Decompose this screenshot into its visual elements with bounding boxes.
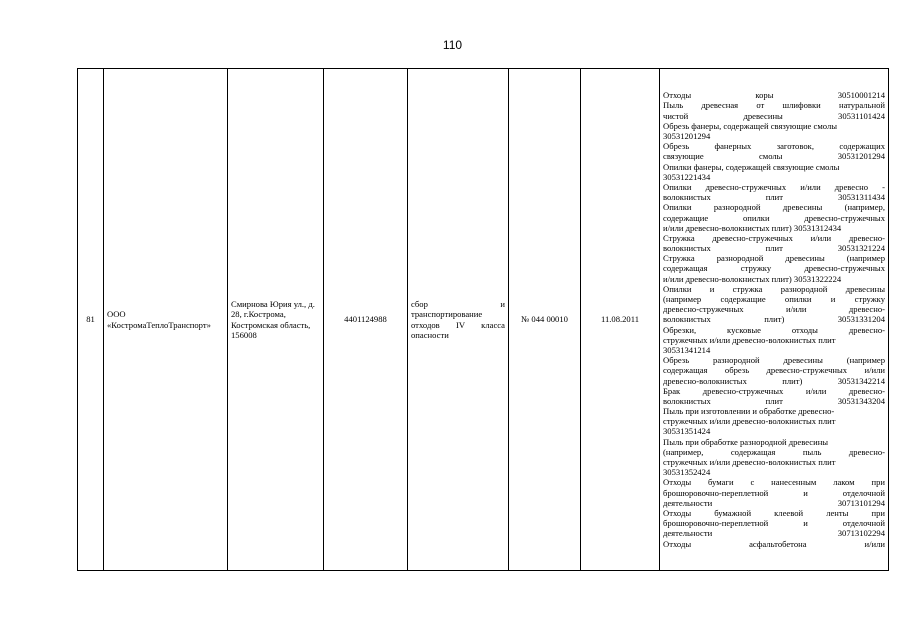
waste-line: Отходы коры 30510001214: [663, 90, 885, 101]
page-number: 110: [442, 38, 463, 52]
waste-line: стружечных и/или древесно-волокнистых плит: [663, 334, 836, 345]
table-row: [78, 69, 889, 571]
waste-line: Обрезь фанеры, содержащей связующие смолы: [663, 120, 838, 131]
row-number: 81: [78, 69, 104, 571]
inn-number: 4401124988: [324, 69, 408, 571]
waste-line: содержащие опилки древесно-стружечных: [663, 212, 885, 223]
waste-line: Стружка разнородной древесины (например: [663, 253, 885, 264]
waste-types-list: [660, 69, 889, 571]
waste-line: связующие смолы 30531201294: [663, 151, 885, 162]
waste-line: Опилки разнородной древесины (например,: [663, 202, 885, 213]
waste-line: Отходы бумажной клеевой ленты при: [663, 507, 885, 518]
waste-line: деятельности 30713101294: [663, 497, 885, 508]
waste-line: и/или древесно-волокнистых плит) 30531312434: [663, 222, 842, 233]
activity-line: сбор и: [411, 299, 505, 310]
waste-line: Пыль при обработке разнородной древесины: [663, 436, 829, 447]
waste-line: брошюровочно-переплетной и отделочной: [663, 518, 885, 529]
waste-line: содержащая обрезь древесно-стружечных и/или: [663, 365, 885, 376]
waste-line: 30531352424: [663, 467, 711, 478]
waste-line: 30531341214: [663, 344, 711, 355]
waste-line: брошюровочно-переплетной и отделочной: [663, 487, 885, 498]
waste-line: волокнистых плит 30531311434: [663, 192, 885, 203]
waste-line: чистой древесины 30531101424: [663, 110, 885, 121]
activity-line: отходов IV класса: [411, 319, 505, 330]
activity-line: транспортирование: [411, 309, 483, 320]
waste-line: Брак древесно-стружечных и/или древесно-: [663, 385, 885, 396]
waste-line: Обрезь фанерных заготовок, содержащих: [663, 141, 885, 152]
waste-line: волокнистых плит 30531343204: [663, 395, 885, 406]
waste-line: (например содержащие опилки и стружку: [663, 294, 885, 305]
waste-line: Обрезь разнородной древесины (например: [663, 355, 885, 366]
waste-line: деятельности 30713102294: [663, 528, 885, 539]
waste-line: Отходы асфальтобетона и/или: [663, 538, 885, 549]
organization-name: ООО «КостромаТеплоТранспорт»: [104, 69, 228, 571]
waste-line: волокнистых плит) 30531331204: [663, 314, 885, 325]
activity-line: опасности: [411, 329, 449, 340]
waste-line: древесно-волокнистых плит) 30531342214: [663, 375, 885, 386]
waste-line: 30531221434: [663, 171, 711, 182]
waste-line: древесно-стружечных и/или древесно-: [663, 304, 885, 315]
waste-line: содержащая стружку древесно-стружечных: [663, 263, 885, 274]
waste-line: Опилки древесно-стружечных и/или древесно -: [663, 181, 885, 192]
waste-line: Отходы бумаги с нанесенным лаком при: [663, 477, 885, 488]
waste-line: 30531201294: [663, 131, 711, 142]
activity-type: [408, 69, 509, 571]
waste-line: Пыль древесная от шлифовки натуральной: [663, 100, 885, 111]
waste-line: волокнистых плит 30531321224: [663, 243, 885, 254]
waste-line: Опилки и стружка разнородной древесины: [663, 283, 885, 294]
license-number: № 044 00010: [509, 69, 581, 571]
organization-address: Смирнова Юрия ул., д. 28, г.Кострома, Костромская область, 156008: [228, 69, 324, 571]
waste-line: стружечных и/или древесно-волокнистых плит: [663, 457, 836, 468]
waste-line: 30531351424: [663, 426, 711, 437]
waste-line: Опилки фанеры, содержащей связующие смолы: [663, 161, 840, 172]
registry-table: [77, 68, 889, 571]
waste-line: (например, содержащая пыль древесно-: [663, 446, 885, 457]
waste-line: стружечных и/или древесно-волокнистых плит: [663, 416, 836, 427]
waste-line: Обрезки, кусковые отходы древесно-: [663, 324, 885, 335]
waste-line: Пыль при изготовлении и обработке древесно-: [663, 406, 835, 417]
license-date: 11.08.2011: [581, 69, 660, 571]
waste-line: Стружка древесно-стружечных и/или древесно-: [663, 232, 885, 243]
waste-line: и/или древесно-волокнистых плит) 30531322224: [663, 273, 842, 284]
